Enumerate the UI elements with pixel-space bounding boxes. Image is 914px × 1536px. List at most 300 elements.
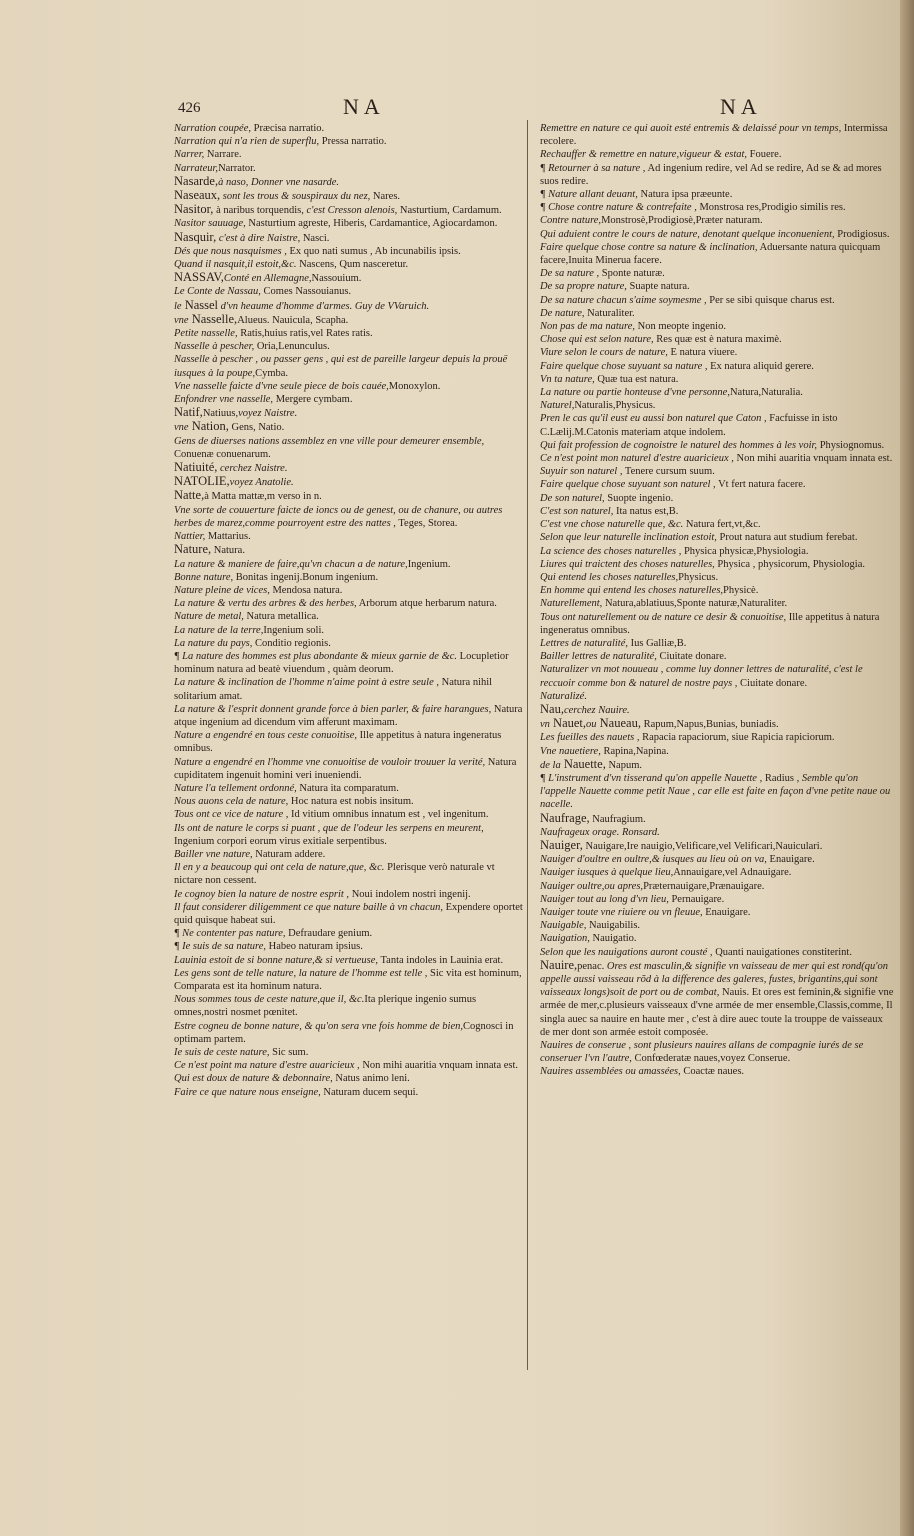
book-spine — [900, 0, 914, 1536]
latin-text: Ita natus est,B. — [613, 505, 679, 517]
dictionary-entry — [540, 853, 894, 866]
headword: Nature, — [174, 542, 212, 557]
latin-text: Mendosa natura. — [269, 584, 343, 596]
latin-text: Natura ipsa præeunte. — [637, 189, 733, 201]
french-text: La nature & vertu des arbres & des herbes, — [174, 598, 357, 610]
french-text: Nature pleine de vices, — [174, 584, 270, 596]
latin-text: Plerisque verò naturale vt nictare non cessent. — [174, 862, 495, 887]
french-text: Chose qui est selon nature, — [540, 334, 654, 346]
headword: Nauette, — [560, 756, 606, 771]
dictionary-entry — [540, 122, 894, 148]
latin-text: Conditio regionis. — [252, 637, 331, 649]
latin-text: Tanta indoles in Lauinia erat. — [378, 954, 504, 966]
latin-text: Pernauigare. — [668, 893, 725, 905]
french-text: Nauires de conserue , sont plusieurs nauires allans de compagnie iurés de se conseruer l'vn l'autre, — [540, 1040, 864, 1065]
latin-text: Vt fert natura facere. — [715, 479, 806, 491]
french-text: Qui est doux de nature & debonnaire, — [174, 1073, 333, 1085]
french-text: c'est Cresson alenois, — [303, 205, 398, 217]
latin-text: Annauigare,vel Adnauigare. — [673, 867, 792, 879]
dictionary-entry — [540, 946, 894, 959]
latin-text: Physica , physicorum, Physiologia. — [714, 558, 866, 570]
french-text: Gens de diuerses nations assemblez en vne ville pour demeurer ensemble, — [174, 435, 485, 447]
dictionary-entry — [540, 241, 894, 267]
french-text: sont les trous & souspiraux du nez, — [220, 191, 371, 203]
french-text: Nauiger oultre,ou apres, — [540, 880, 644, 892]
french-text: Nauiger d'oultre en oultre,& iusques au lieu où on va, — [540, 854, 767, 866]
dictionary-entry — [174, 162, 524, 175]
french-text: cerchez Naistre. — [217, 463, 288, 475]
latin-text: Physicus. — [678, 571, 719, 583]
dictionary-entry — [174, 1046, 524, 1059]
latin-text: Naturam addere. — [252, 848, 326, 860]
dictionary-entry — [540, 201, 894, 214]
french-text: Dés que nous nasquismes , — [174, 245, 287, 257]
latin-text: Suopte ingenio. — [604, 492, 674, 504]
latin-text: Physicè. — [723, 585, 759, 597]
french-text: Quand il nasquit,il estoit,&c. — [174, 259, 297, 271]
french-text: Nattier, — [174, 531, 206, 543]
dictionary-entry — [174, 703, 524, 729]
french-text: Les fueilles des nauets , — [540, 732, 640, 744]
french-text: Nauigable, — [540, 920, 587, 932]
french-text: voyez Naistre. — [238, 408, 298, 420]
dictionary-entry — [540, 267, 894, 280]
latin-text: Nauigatio. — [589, 933, 637, 945]
dictionary-entry — [174, 650, 524, 676]
french-text: Vne nauetiere, — [540, 745, 601, 757]
french-text: En homme qui entend les choses naturelles, — [540, 585, 724, 597]
headword: Nasarde, — [174, 173, 219, 188]
french-text: De son naturel, — [540, 492, 605, 504]
french-text: Liures qui traictent des choses naturelles, — [540, 558, 715, 570]
french-text: Conté en Allemagne, — [223, 273, 312, 285]
latin-text: Præternauigare,Prænauigare. — [643, 880, 765, 892]
dictionary-entry — [174, 954, 524, 967]
french-text: Enfondrer vne nasselle, — [174, 394, 274, 406]
french-text: Pren le cas qu'il eust eu aussi bon naturel que Caton , — [540, 413, 767, 425]
latin-text: Non mihi auaritia vnquam innata est. — [359, 1060, 519, 1072]
french-text: Bailler vne nature, — [174, 848, 253, 860]
latin-text: Id vitium omnibus innatum est , vel ingenitum. — [288, 809, 489, 821]
french-text: Tous ont ce vice de nature , — [174, 809, 289, 821]
french-text: Narrateur, — [174, 162, 219, 174]
dictionary-entry — [540, 663, 894, 689]
latin-text: Nares. — [370, 191, 401, 203]
headword: Nauire, — [540, 957, 578, 972]
latin-text: Confœderatæ naues,voyez Conserue. — [631, 1053, 791, 1065]
french-text: cerchez Nauire. — [563, 704, 630, 716]
french-text: Ce n'est point ma nature d'estre auaricieux , — [174, 1060, 360, 1072]
dictionary-entry — [174, 489, 524, 503]
french-text: La nature de la terre, — [174, 624, 264, 636]
headword: NATOLIE, — [174, 474, 230, 489]
latin-text: Natura atque ingenium ad dicendum vim afferunt maximam. — [174, 703, 523, 728]
dictionary-entry — [174, 203, 524, 217]
latin-text: Nascens, Qum nasceretur. — [296, 259, 409, 271]
french-text: De sa nature chacun s'aime soymesme , — [540, 294, 707, 306]
french-text: vne — [174, 422, 189, 434]
dictionary-entry — [540, 399, 894, 412]
french-text: vne — [174, 314, 189, 326]
dictionary-entry — [540, 545, 894, 558]
french-text: Nauires assemblées ou amassées, — [540, 1066, 681, 1078]
headword: Nasselle, — [188, 311, 238, 326]
dictionary-entry — [540, 531, 894, 544]
latin-text: Naturaliter. — [584, 307, 635, 319]
french-text: Viure selon le cours de nature, — [540, 347, 668, 359]
dictionary-entry — [540, 148, 894, 161]
dictionary-entry — [174, 808, 524, 821]
dictionary-entry — [174, 1059, 524, 1072]
dictionary-entry — [540, 228, 894, 241]
latin-text: Natura metallica. — [243, 611, 319, 623]
french-text: Ie cognoy bien la nature de nostre esprit , — [174, 888, 350, 900]
dictionary-entry — [174, 504, 524, 530]
left-column — [174, 122, 524, 1099]
french-text: Nasselle à pescher , ou passer gens , qui est de pareille largeur depuis la prouë iusques à la poupe, — [174, 354, 508, 379]
french-text: Non pas de ma nature, — [540, 321, 635, 333]
headword: Nasquir, — [174, 229, 217, 244]
dictionary-entry — [174, 624, 524, 637]
dictionary-entry — [540, 637, 894, 650]
french-text: Semble qu'on l'appelle Nauette comme petit Naue , car elle est faite en façon d'vne petite naue ou nacelle. — [540, 772, 891, 811]
dictionary-entry — [174, 901, 524, 927]
dictionary-entry — [540, 360, 894, 373]
dictionary-entry — [540, 1039, 894, 1065]
dictionary-entry — [540, 465, 894, 478]
french-text: Vn ta nature, — [540, 373, 595, 385]
dictionary-entry — [174, 175, 524, 189]
french-text: Suyuir son naturel , — [540, 466, 623, 478]
latin-text: Natura,Naturalia. — [729, 387, 803, 399]
dictionary-entry — [540, 758, 894, 772]
dictionary-entry — [540, 1065, 894, 1078]
dictionary-entry — [540, 906, 894, 919]
latin-text: Quanti nauigationes constiterint. — [712, 946, 852, 958]
french-text: Nature a engendré en l'homme vne conuoitise de vouloir trouuer la verité, — [174, 756, 486, 768]
dictionary-entry — [174, 475, 524, 489]
french-text: Ie suis de ceste nature, — [174, 1047, 270, 1059]
latin-text: Facfuisse in isto C.Lælij.M.Catonis materiam atque indolem. — [540, 413, 838, 438]
dictionary-entry — [540, 346, 894, 359]
latin-text: Alueus. Nauicula, Scapha. — [237, 314, 349, 326]
latin-text: Ciuitate donare. — [656, 651, 727, 663]
french-text: La nature du pays, — [174, 637, 253, 649]
latin-text: Naturam ducem sequi. — [320, 1086, 419, 1098]
dictionary-entry — [540, 839, 894, 853]
dictionary-entry — [174, 861, 524, 887]
french-text: à naso, Donner vne nasarde. — [218, 176, 340, 188]
latin-text: Monoxylon. — [388, 380, 441, 392]
latin-text: Narrator. — [218, 162, 256, 174]
latin-text: Cognosci in optimam partem. — [174, 1020, 514, 1045]
french-text: Nauiger iusques à quelque lieu, — [540, 867, 674, 879]
latin-text: Nauigare,Ire nauigio,Velificare,vel Velificari,Nauiculari. — [582, 840, 823, 852]
french-text: Narration qui n'a rien de superflu, — [174, 136, 320, 148]
french-text: ¶ Ie suis de sa nature, — [174, 941, 267, 953]
latin-text: Intermissa recolere. — [540, 123, 888, 148]
latin-text: Enauigare. — [766, 854, 815, 866]
french-text: Tous ont naturellement ou de nature ce desir & conuoitise, — [540, 611, 787, 623]
french-text: c'est à dire Naistre, — [216, 232, 301, 244]
dictionary-entry — [174, 313, 524, 327]
dictionary-entry — [540, 611, 894, 637]
french-text: Contre nature, — [540, 215, 602, 227]
dictionary-entry — [540, 690, 894, 703]
page-number: 426 — [178, 100, 201, 116]
latin-text: Naturalis,Physicus. — [574, 400, 656, 412]
latin-text: penac. — [577, 960, 605, 972]
dictionary-entry — [540, 584, 894, 597]
latin-text: Expendere oportet quid quisque habeat sui. — [174, 901, 523, 926]
column-divider — [527, 120, 528, 1370]
dictionary-entry — [174, 637, 524, 650]
latin-text: Natura fert,vt,&c. — [683, 519, 761, 531]
dictionary-entry — [540, 893, 894, 906]
latin-text: Ad ingenium redire, vel Ad se redire, Ad se & ad mores suos redire. — [540, 162, 882, 187]
dictionary-entry — [174, 597, 524, 610]
latin-text: Ita plerique ingenio sumus omnes,nostri nosmet pœnitet. — [174, 994, 477, 1019]
french-text: Nauiger tout au long d'vn lieu, — [540, 893, 669, 905]
dictionary-entry — [174, 435, 524, 461]
latin-text: Mergere cymbam. — [273, 394, 353, 406]
latin-text: Bonitas ingenij.Bonum ingenium. — [233, 571, 379, 583]
dictionary-entry — [174, 299, 524, 313]
headword: Nation, — [188, 419, 229, 434]
dictionary-entry — [540, 772, 894, 812]
latin-text: Nasturtium, Cardamum. — [397, 205, 502, 217]
dictionary-entry — [540, 703, 894, 717]
latin-text: Natura ita comparatum. — [296, 782, 399, 794]
dictionary-entry — [540, 731, 894, 744]
dictionary-entry — [174, 543, 524, 557]
dictionary-entry — [540, 571, 894, 584]
latin-text: Defraudare genium. — [285, 928, 373, 940]
headword: Naufrage, — [540, 810, 590, 825]
latin-text: Natura nihil solitarium amat. — [174, 677, 493, 702]
latin-text: Sponte naturæ. — [599, 268, 665, 280]
headword: Nasitor, — [174, 202, 214, 217]
latin-text: Naufragium. — [589, 813, 646, 825]
latin-text: Nauigabilis. — [586, 920, 641, 932]
french-text: De sa propre nature, — [540, 281, 627, 293]
latin-text: Nassouium. — [311, 273, 362, 285]
dictionary-entry — [174, 888, 524, 901]
dictionary-entry — [540, 452, 894, 465]
french-text: Faire ce que nature nous enseigne, — [174, 1086, 321, 1098]
french-text: ¶ La nature des hommes est plus abondante & mieux garnie de &c. — [174, 650, 458, 662]
latin-text: Ingenium soli. — [263, 624, 325, 636]
french-text: Nature de metal, — [174, 611, 244, 623]
french-text: Le Conte de Nassau, — [174, 286, 261, 298]
french-text: Selon que leur naturelle inclination estoit, — [540, 532, 717, 544]
french-text: Narrer, — [174, 149, 205, 161]
dictionary-entry — [174, 795, 524, 808]
french-text: Estre cogneu de bonne nature, & qu'on sera vne fois homme de bien, — [174, 1020, 463, 1032]
latin-text: Arborum atque herbarum natura. — [356, 598, 497, 610]
french-text: ¶ L'instrument d'vn tisserand qu'on appelle Nauette , — [540, 772, 763, 784]
latin-text: Sic vita est hominum, Comparata est ita hominum natura. — [174, 967, 522, 992]
latin-text: Per se sibi quisque charus est. — [706, 294, 835, 306]
dictionary-entry — [174, 420, 524, 434]
french-text: Il faut considerer diligemment ce que nature baille à vn chacun, — [174, 901, 443, 913]
french-text: De sa nature , — [540, 268, 600, 280]
latin-text: Natura,ablatiuus,Sponte naturæ,Naturaliter. — [602, 598, 788, 610]
latin-text: Nasturtium agreste, Hiberis, Cardamantice, Agiocardamon. — [245, 218, 498, 230]
dictionary-entry — [174, 189, 524, 203]
french-text: Faire quelque chose suyuant son naturel , — [540, 479, 716, 491]
latin-text: Ius Galliæ,B. — [627, 637, 687, 649]
latin-text: Rapina,Napina. — [600, 745, 669, 757]
latin-text: Ille appetitus à natura ingeneratus omnibus. — [540, 611, 880, 636]
latin-text: Natus animo leni. — [332, 1073, 410, 1085]
dictionary-entry — [174, 822, 524, 848]
french-text: Faire quelque chose contre sa nature & inclination, — [540, 241, 758, 253]
french-text: Naturellement, — [540, 598, 603, 610]
french-text: La nature & inclination de l'homme n'aime point à estre seule , — [174, 677, 440, 689]
dictionary-entry — [174, 271, 524, 285]
french-text: voyez Anatolie. — [229, 477, 294, 489]
dictionary-entry — [174, 406, 524, 420]
latin-text: Ex natura aliquid gerere. — [707, 360, 814, 372]
dictionary-entry — [540, 333, 894, 346]
latin-text: Natura. — [211, 545, 245, 557]
french-text: Nasselle à pescher, — [174, 341, 255, 353]
dictionary-entry — [540, 518, 894, 531]
dictionary-entry — [174, 1020, 524, 1046]
latin-text: Natura cupiditatem ingenuit homini veri inueniendi. — [174, 756, 517, 781]
dictionary-entry — [540, 505, 894, 518]
french-text: Nature l'a tellement ordonné, — [174, 782, 297, 794]
latin-text: Prodigiosus. — [834, 228, 890, 240]
latin-text: Mattarius. — [205, 531, 251, 543]
dictionary-entry — [174, 1086, 524, 1099]
french-text: Lettres de naturalité, — [540, 637, 628, 649]
headword: Naueau, — [596, 716, 641, 731]
headword: Naseaux, — [174, 188, 221, 203]
latin-text: Non mihi auaritia vnquam innata est. — [733, 453, 893, 465]
dictionary-entry — [174, 231, 524, 245]
latin-text: Radius , — [762, 772, 800, 784]
french-text: d'vn heaume d'homme d'armes. Guy de VVaruich. — [218, 300, 430, 312]
french-text: Naturel, — [540, 400, 575, 412]
dictionary-entry — [540, 880, 894, 893]
dictionary-entry — [174, 461, 524, 475]
latin-text: Ciuitate donare. — [737, 677, 808, 689]
dictionary-entry — [174, 756, 524, 782]
dictionary-entry — [540, 919, 894, 932]
right-column — [540, 122, 894, 1079]
dictionary-entry — [540, 294, 894, 307]
french-text: De nature, — [540, 307, 585, 319]
french-text: Nature a engendré en tous ceste conuoitise, — [174, 730, 358, 742]
headword: Nassel — [181, 297, 219, 312]
dictionary-entry — [540, 307, 894, 320]
latin-text: Hoc natura est nobis insitum. — [288, 796, 414, 808]
dictionary-entry — [174, 258, 524, 271]
french-text: Nous auons cela de nature, — [174, 796, 289, 808]
dictionary-entry — [174, 967, 524, 993]
latin-text: Ille appetitus à natura ingeneratus omnibus. — [174, 730, 502, 755]
french-text: Naturalizer vn mot nouueau , comme luy donner lettres de naturalité, c'est le reccuoir comme bon & naturel de nostre pays , — [540, 664, 863, 689]
dictionary-entry — [174, 353, 524, 379]
dictionary-entry — [174, 135, 524, 148]
dictionary-entry — [174, 848, 524, 861]
french-text: La nature & l'esprit donnent grande force à bien parler, & faire harangues, — [174, 703, 492, 715]
dictionary-entry — [174, 782, 524, 795]
latin-text: Habeo naturam ipsius. — [266, 941, 363, 953]
dictionary-entry — [174, 340, 524, 353]
latin-text: Physiognomus. — [817, 439, 885, 451]
dictionary-entry — [540, 214, 894, 227]
french-text: Faire quelque chose suyuant sa nature , — [540, 360, 708, 372]
dictionary-entry — [174, 245, 524, 258]
french-text: Remettre en nature ce qui auoit esté entremis & delaissé pour vn temps, — [540, 123, 842, 134]
french-text: Vne sorte de couuerture faicte de ioncs ou de genest, ou de chanure, ou autres herbes de marez,comme pourroyent estre des nattes , — [174, 504, 503, 529]
dictionary-entry — [174, 927, 524, 940]
french-text: Ce n'est point mon naturel d'estre auaricieux , — [540, 453, 734, 465]
latin-text: Res quæ est è natura maximè. — [653, 334, 782, 346]
french-text: le — [174, 300, 182, 312]
dictionary-entry — [540, 386, 894, 399]
french-text: C'est vne chose naturelle que, &c. — [540, 519, 684, 531]
headword: Nau, — [540, 701, 564, 716]
latin-text: Ingenium corpori eorum virus exitiale serpentibus. — [174, 835, 387, 847]
french-text: Vne nasselle faicte d'vne seule piece de bois cauée, — [174, 380, 389, 392]
french-text: ¶ Retourner à sa nature , — [540, 162, 646, 174]
latin-text: à naribus torquendis, — [213, 205, 304, 217]
dictionary-entry — [540, 373, 894, 386]
latin-text: Monstrosè,Prodigiosè,Præter naturam. — [601, 215, 763, 227]
french-text: Petite nasselle, — [174, 328, 238, 340]
dictionary-entry — [174, 327, 524, 340]
french-text: Les gens sont de telle nature, la nature de l'homme est telle , — [174, 967, 428, 979]
dictionary-entry — [174, 380, 524, 393]
dictionary-entry — [540, 812, 894, 826]
dictionary-entry — [174, 571, 524, 584]
latin-text: Quæ tua est natura. — [594, 373, 679, 385]
dictionary-entry — [174, 729, 524, 755]
latin-text: Nasci. — [300, 232, 330, 244]
french-text: Naturalizé. — [540, 690, 587, 702]
dictionary-entry — [174, 610, 524, 623]
dictionary-entry — [174, 676, 524, 702]
headword: Natte, — [174, 488, 205, 503]
latin-text: Enauigare. — [702, 906, 751, 918]
french-text: Rechauffer & remettre en nature,vigueur & estat, — [540, 149, 748, 161]
french-text: Ores est masculin,& signifie vn vaisseau de mer qui est rond(qu'on appelle aussi vaisseau rõd à la difference des galeres, fustes, brigantins,qui sont vaisseaux longs)soit de port ou de combat, — [540, 960, 889, 999]
french-text: La science des choses naturelles , — [540, 545, 682, 557]
french-text: Bailler lettres de naturalité, — [540, 651, 657, 663]
dictionary-entry — [174, 558, 524, 571]
dictionary-entry — [540, 558, 894, 571]
dictionary-entry — [174, 1072, 524, 1085]
latin-text: Fouere. — [747, 149, 782, 161]
headword: NASSAV, — [174, 270, 224, 285]
latin-text: Non meopte ingenio. — [634, 321, 726, 333]
dictionary-entry — [540, 932, 894, 945]
dictionary-entry — [174, 285, 524, 298]
latin-text: Pressa narratio. — [319, 136, 387, 148]
dictionary-entry — [540, 320, 894, 333]
latin-text: Conuenæ conuenarum. — [174, 448, 271, 460]
french-text: ¶ Ne contenter pas nature, — [174, 928, 286, 940]
french-text: Il en y a beaucoup qui ont cela de nature,que, &c. — [174, 862, 385, 874]
french-text: La nature & maniere de faire,qu'vn chacun a de nature, — [174, 558, 408, 570]
french-text: Nous sommes tous de ceste nature,que il, &c. — [174, 994, 365, 1006]
headword: Natiuité, — [174, 460, 218, 475]
latin-text: Natiuus, — [202, 408, 239, 420]
